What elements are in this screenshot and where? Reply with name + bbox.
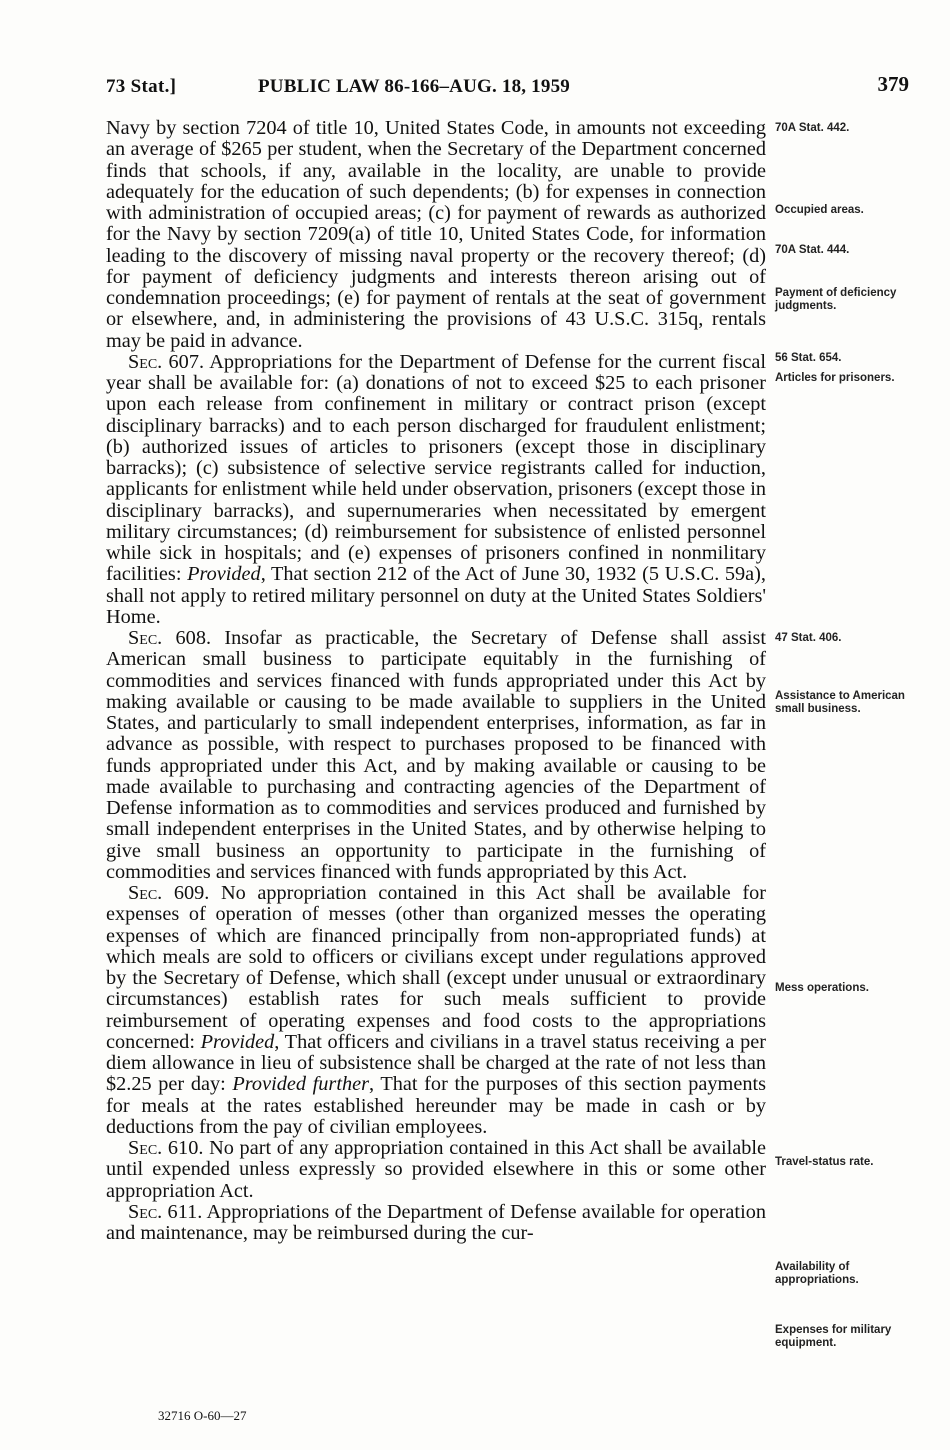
margin-note-citation: 70A Stat. 442. bbox=[775, 122, 850, 134]
section-text: No part of any appropriation contained in this Act shall be available until expended unless expressly so provided elsewhere in this or some other appropriation Act. bbox=[106, 1137, 766, 1202]
section-608 bbox=[106, 628, 766, 883]
margin-note-availability: Availability of appropriations. bbox=[775, 1261, 859, 1286]
section-text: No appropriation contained in this Act shall be available for expenses of operation of messes (other than organized messes the operating expenses of which are financed principally from non-appropriated funds) at which meals are sold to officers or civilians except under regulations approved by the Secretary of Defense, which shall (except under unusual or extraordinary circumstances) establish rates for such meals sufficient to provide reimbursement of operating expenses and food costs to the appropriations concerned: bbox=[106, 882, 766, 1053]
section-label: Sec. 611. bbox=[128, 1200, 203, 1223]
section-label: Sec. 608. bbox=[128, 627, 212, 649]
margin-note-military-equipment: Expenses for military equipment. bbox=[775, 1324, 892, 1349]
page-header bbox=[106, 72, 911, 102]
provided-term: Provided bbox=[200, 1030, 275, 1053]
section-609 bbox=[106, 883, 766, 1138]
paragraph-continuation: Navy by section 7204 of title 10, United States Code, in amounts not exceeding an average of $265 per student, when the Secretary of the Department concerned finds that schools, if any, available in the locality, are unable to provide adequately for the education of such dependents; (b) for expenses in connection with administration of occupied areas; (c) for payment of rewards as authorized for the Navy by section 7209(a) of title 10, United States Code, for information leading to the discovery of missing naval property or the recovery thereof; (d) for payment of deficiency judgments and interests thereon arising out of condemnation proceedings; (e) for payment of rentals at the seat of government or elsewhere, and, in administering the provisions of 43 U.S.C. 315q, rentals may be paid in advance. bbox=[106, 117, 766, 352]
statute-volume: 73 Stat.] bbox=[106, 76, 177, 97]
margin-note-mess-operations: Mess operations. bbox=[775, 982, 869, 994]
section-text: Appropriations for the Department of Defense for the current fiscal year shall be available for: (a) donations of not to exceed $25 to each prisoner upon each release from confinement in military or contract prison (except disciplinary barracks) and to each person discharged for fraudulent enlistment; (b) authorized issues of articles to prisoners (except those in disciplinary barracks); (c) subsistence of selective service registrants called for induction, applicants for enlistment while held under observation, prisoners (except those in disciplinary barracks), and supernumeraries when necessitated by emergent military circumstances; (d) reimbursement for subsistence of enlisted personnel while sick in hospitals; and (e) expenses of prisoners confined in nonmilitary facilities: bbox=[106, 350, 766, 586]
section-text: , That for the purposes of this section payments for meals at the rates established hereunder may be made in cash or by deductions from the pay of civilian employees. bbox=[106, 1073, 766, 1138]
section-label: Sec. 609. bbox=[128, 882, 210, 904]
margin-note-citation: 70A Stat. 444. bbox=[775, 244, 850, 256]
section-text: Appropriations of the Department of Defense available for operation and maintenance, may be reimbursed during the cur- bbox=[106, 1200, 766, 1244]
section-label: Sec. 607. bbox=[128, 350, 205, 373]
section-611 bbox=[106, 1202, 766, 1245]
margin-note-citation: 56 Stat. 654. bbox=[775, 352, 842, 364]
margin-note-citation: 47 Stat. 406. bbox=[775, 632, 842, 644]
margin-note-articles-prisoners: Articles for prisoners. bbox=[775, 372, 895, 384]
section-text: , That officers and civilians in a travel status receiving a per diem allowance in lieu of subsistence shall be charged at the rate of not less than $2.25 per day: bbox=[106, 1030, 766, 1096]
section-label: Sec. 610. bbox=[128, 1137, 204, 1159]
body-text bbox=[106, 118, 766, 1244]
running-title: PUBLIC LAW 86-166–AUG. 18, 1959 bbox=[258, 76, 570, 97]
page-number: 379 bbox=[877, 72, 909, 96]
section-text: Insofar as practicable, the Secretary of Defense shall assist American small business to participate equitably in the furnishing of commodities and services financed with funds appropriated under this Act by making available or causing to be made available to suppliers in the United States, and particularly to small independent enterprises, information, as far in advance as possible, with respect to purchases proposed to be financed with funds appropriated under this Act, and by making available or causing to be made available to purchasing and contracting agencies of the Department of Defense information as to commodities and services produced and furnished by small independent enterprises in the United States, and by otherwise helping to give small business an opportunity to participate in the furnishing of commodities and services financed with funds appropriated by this Act. bbox=[106, 627, 766, 883]
section-607 bbox=[106, 352, 766, 628]
margin-note-travel-status: Travel-status rate. bbox=[775, 1156, 874, 1168]
provided-term: Provided bbox=[187, 563, 261, 586]
margin-note-small-business: Assistance to American small business. bbox=[775, 690, 905, 715]
margin-note-deficiency-judgments: Payment of deficiency judgments. bbox=[775, 287, 897, 312]
printing-code: 32716 O-60—27 bbox=[158, 1408, 247, 1423]
margin-note-occupied-areas: Occupied areas. bbox=[775, 204, 864, 216]
section-text: , That section 212 of the Act of June 30, 1932 (5 U.S.C. 59a), shall not apply to retired military personnel on duty at the United States Soldiers' Home. bbox=[106, 563, 767, 628]
section-610 bbox=[106, 1138, 766, 1202]
provided-further-term: Provided further bbox=[232, 1073, 369, 1096]
